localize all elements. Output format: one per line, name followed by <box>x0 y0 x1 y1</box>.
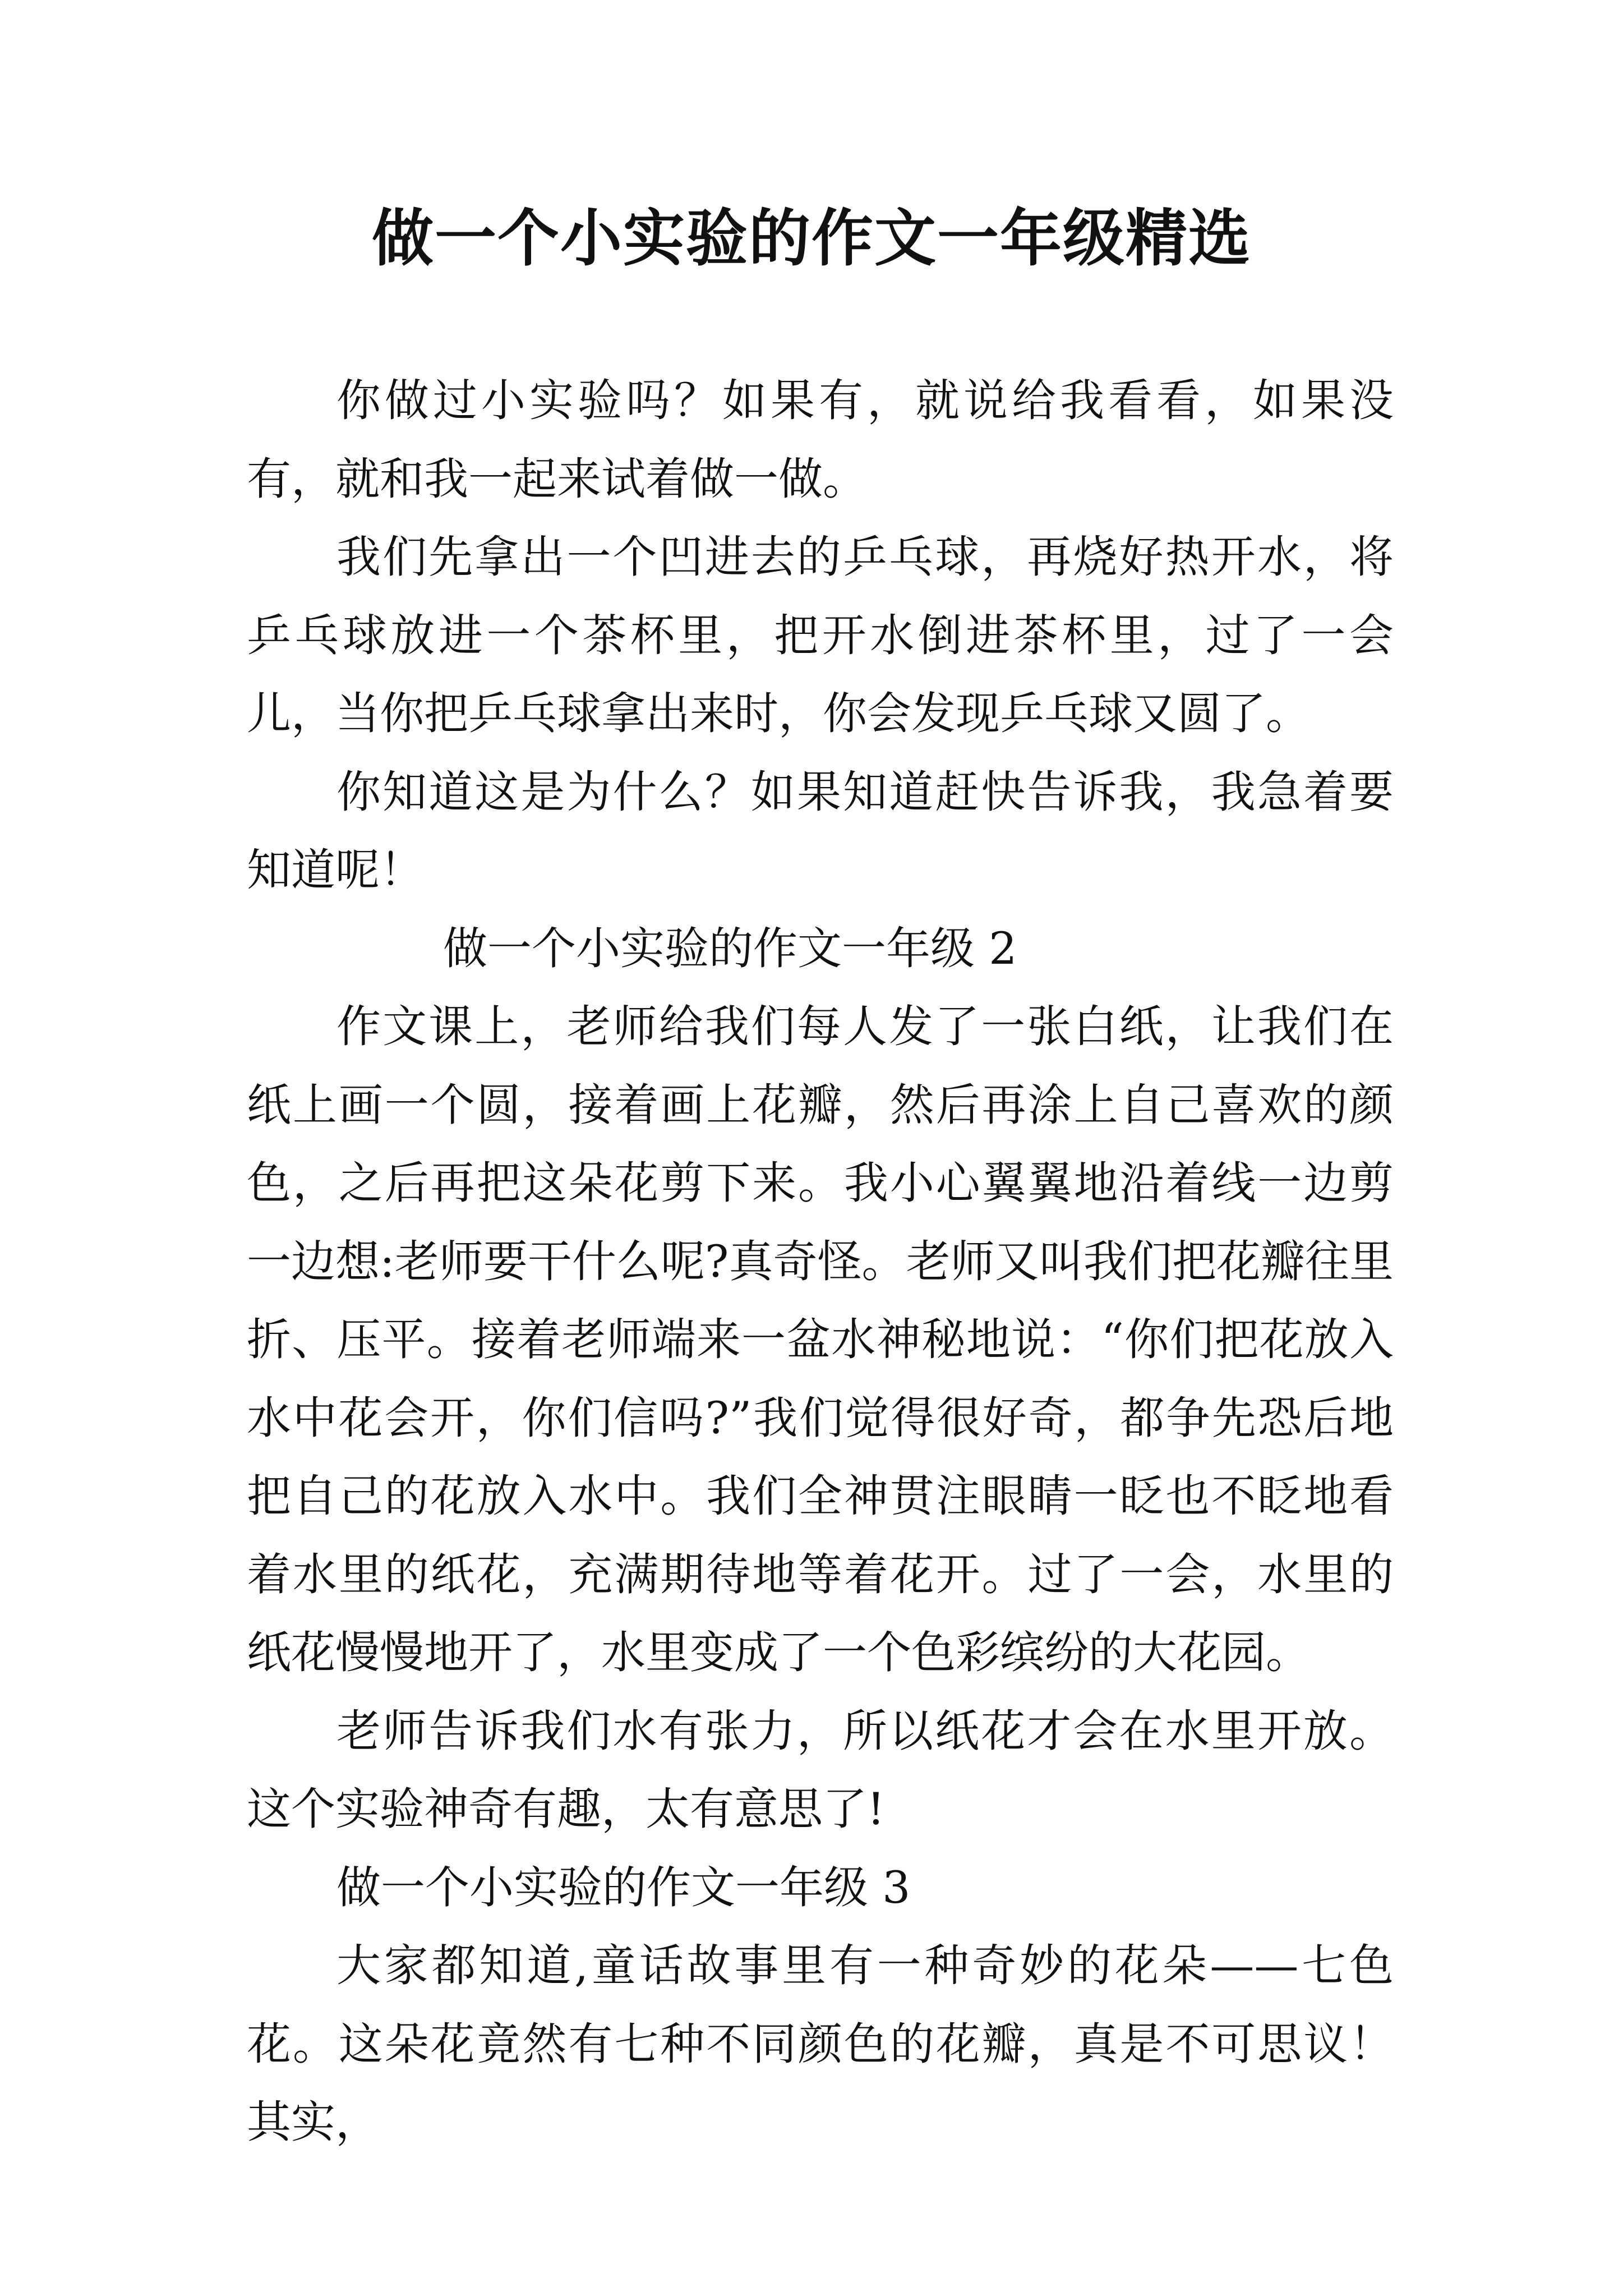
document-body <box>247 362 1394 2162</box>
paragraph: 你知道这是为什么？如果知道赶快告诉我，我急着要知道呢！ <box>247 766 1394 896</box>
paragraph: 我们先拿出一个凹进去的乒乓球，再烧好热开水，将乒乓球放进一个茶杯里，把开水倒进茶杯里，过了一会儿，当你把乒乓球拿出来时，你会发现乒乓球又圆了。 <box>247 531 1394 739</box>
section-heading: 做一个小实验的作文一年级 2 <box>443 922 1017 974</box>
paragraph: 大家都知道,童话故事里有一种奇妙的花朵——七色花。这朵花竟然有七种不同颜色的花瓣，真是不可思议！其实， <box>247 1940 1394 2148</box>
paragraph: 你做过小实验吗？如果有，就说给我看看，如果没有，就和我一起来试着做一做。 <box>247 375 1394 505</box>
section-heading: 做一个小实验的作文一年级 3 <box>336 1861 911 1913</box>
paragraph: 作文课上，老师给我们每人发了一张白纸，让我们在纸上画一个圆，接着画上花瓣，然后再涂上自己喜欢的颜色，之后再把这朵花剪下来。我小心翼翼地沿着线一边剪一边想:老师要干什么呢?真奇怪。老师又叫我们把花瓣往里折、压平。接着老师端来一盆水神秘地说：“你们把花放入水中花会开，你们信吗?”我们觉得很好奇，都争先恐后地把自己的花放入水中。我们全神贯注眼睛一眨也不眨地看着水里的纸花，充满期待地等着花开。过了一会，水里的纸花慢慢地开了，水里变成了一个色彩缤纷的大花园。 <box>247 1001 1394 1678</box>
document-title: 做一个小实验的作文一年级精选 <box>372 202 1251 274</box>
paragraph: 老师告诉我们水有张力，所以纸花才会在水里开放。这个实验神奇有趣，太有意思了! <box>247 1705 1394 1835</box>
